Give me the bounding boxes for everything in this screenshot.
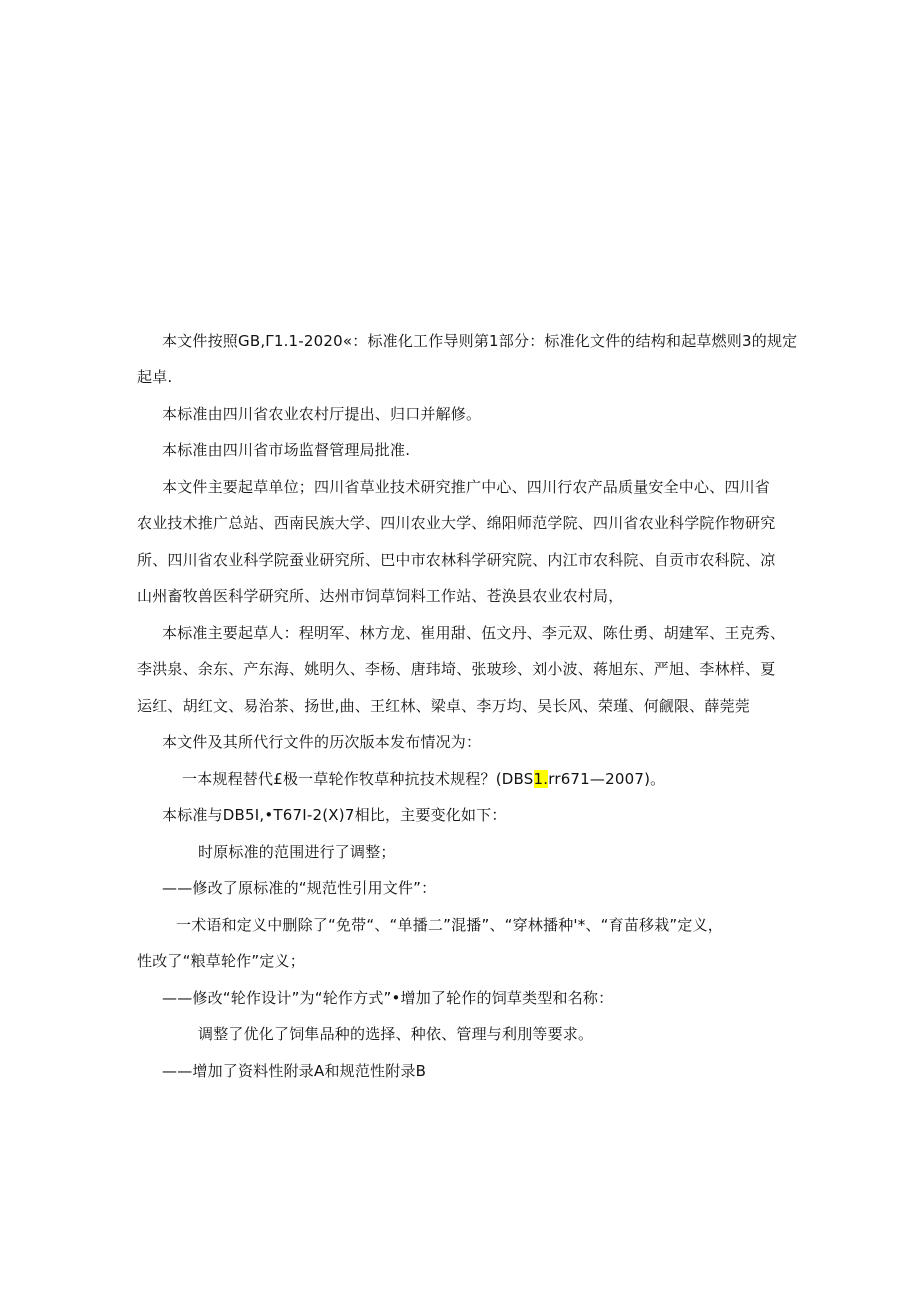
change-item-references: ——修改了原标准的“规范性引用文件”：: [162, 879, 437, 897]
change-item-rotation: ——修改“轮作设计”为“轮作方式”•增加了轮作的饲草类型和名称：: [162, 989, 614, 1007]
change-item-terms-line-2: 性改了“粮草轮作”定义；: [137, 952, 305, 970]
version-history-text-end: rr671—2007)。: [548, 770, 666, 788]
highlighted-text: 1.: [533, 770, 549, 788]
change-item-scope: 时原标准的范围进行了调整；: [198, 843, 396, 861]
version-history-text: 一本规程替代£极一草轮作牧草种抗技术规程？(DBS: [182, 770, 534, 788]
approval-statement: 本标准由四川省市场监督管理局批准.: [162, 441, 411, 459]
proposer-statement: 本标准由四川省农业农村厅提出、归口并解修。: [162, 405, 482, 423]
version-history-item: [182, 769, 665, 789]
drafting-units-line-1: 本文件主要起草单位；四川省草业技术研究推广中心、四川行农产品质量安全中心、四川省: [162, 478, 771, 496]
change-item-terms-line-1: 一术语和定义中删除了“免带“、“单播二”混播”、“穿林播种'*、“育苗移栽”定义，: [176, 916, 723, 934]
drafting-basis-line-2: 起卓.: [137, 368, 173, 386]
drafters-line-2: 李洪泉、余东、产东海、姚明久、李杨、唐玮埼、张玻珍、刘小波、蒋旭东、严旭、李林样、夏: [137, 660, 776, 678]
changes-heading: 本标准与DB5I,•T67I-2(X)7相比，主要变化如下：: [162, 806, 507, 824]
drafters-line-1: 本标准主要起草人：程明军、林方龙、崔用甜、伍文丹、李元双、陈仕勇、胡建军、王克秀、: [162, 624, 786, 642]
drafters-line-3: 运红、胡红文、易治茶、扬世,曲、王红林、梁卓、李万均、吴长风、荣瑾、何觎限、薛莞莞: [137, 697, 750, 715]
drafting-basis-line-1: 本文件按照GB,Γ1.1-2020«：标准化工作导则第1部分：标准化文件的结构和起草燃则3的规定: [162, 332, 798, 350]
drafting-units-line-2: 农业技术推广总站、西南民族大学、四川农业大学、绵阳师范学院、四川省农业科学院作物研究: [137, 514, 776, 532]
change-item-varieties: 调整了优化了饲隼品种的选择、种依、管理与利刖等要求。: [198, 1025, 594, 1043]
drafting-units-line-4: 山州畜牧兽医科学研究所、达州市饲草饲料工作站、苍涣县农业农村局，: [137, 587, 624, 605]
drafting-units-line-3: 所、四川省农业科学院蚕业研究所、巴中市农林科学研究院、内江市农科院、自贡市农科院、凉: [137, 551, 776, 569]
change-item-appendix: ——增加了资料性附录A和规范性附录B: [162, 1062, 427, 1080]
version-history-heading: 本文件及其所代行文件的历次版本发布情况为：: [162, 733, 482, 751]
